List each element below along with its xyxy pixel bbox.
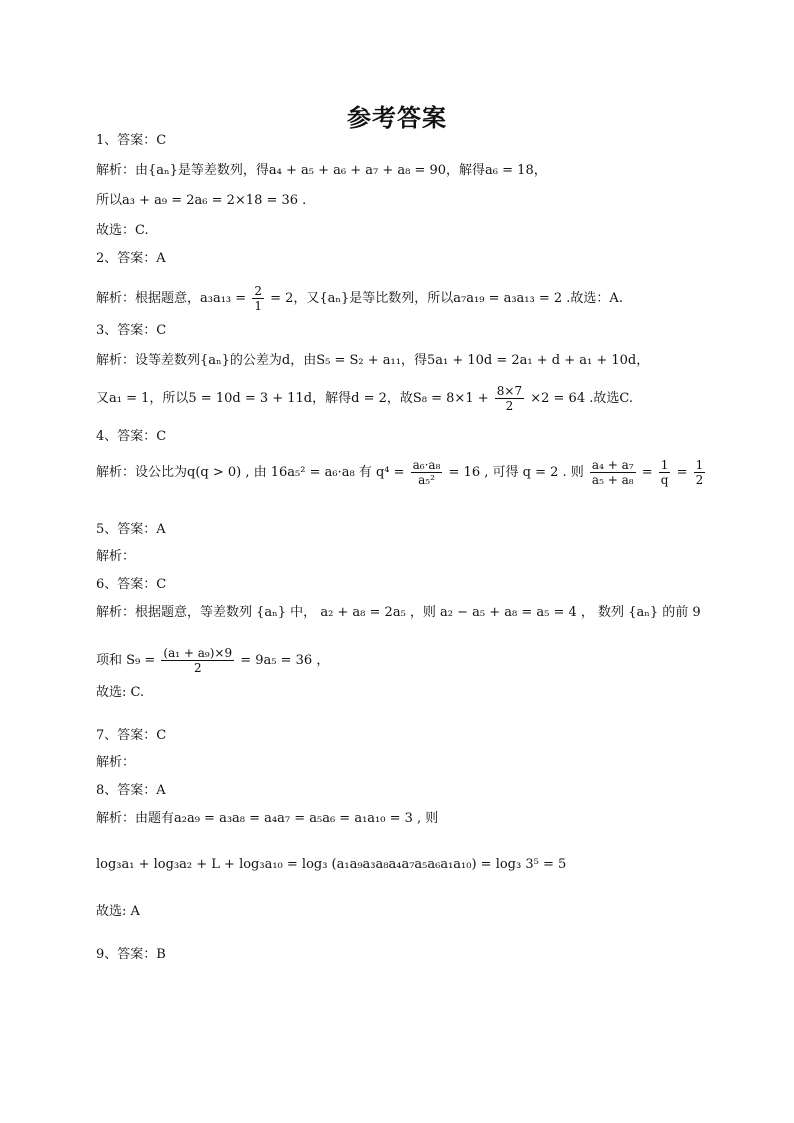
answer-4-label: 4、答案：C (96, 429, 167, 444)
text: = 2，又{aₙ}是等比数列，所以a₇a₁₉ = a₃a₁₃ = 2 .故选：A. (270, 291, 623, 306)
text: 解析：根据题意，a₃a₁₃ = (96, 291, 247, 306)
answer-5-label: 5、答案：A (96, 522, 166, 537)
page-title: 参考答案 (347, 103, 447, 132)
answer-6-explanation-2 (96, 646, 329, 675)
answer-6-label: 6、答案：C (96, 577, 167, 592)
fraction (252, 284, 264, 313)
answer-8-label: 8、答案：A (96, 783, 166, 798)
text: = 9a₅ = 36 ， (240, 653, 330, 668)
fraction (659, 458, 671, 487)
fraction (495, 384, 524, 413)
answer-7-explanation: 解析： (96, 755, 136, 770)
fraction-denominator: a₅² (418, 473, 435, 487)
text: 解析：设公比为q(q > 0) , 由 16a₅² = a₆·a₈ 有 q⁴ = (96, 465, 405, 480)
fraction-numerator: a₄ + a₇ (591, 458, 634, 472)
fraction-numerator: (a₁ + a₉)×9 (163, 646, 233, 660)
text: = 16 , 可得 q = 2 . 则 (448, 465, 584, 480)
fraction-denominator: 2 (505, 399, 514, 413)
answer-5-explanation: 解析： (96, 549, 136, 564)
text: ×2 = 64 .故选C. (530, 391, 633, 406)
answer-9-label: 9、答案：B (96, 947, 166, 962)
answer-8-choice: 故选: A (96, 904, 140, 919)
answer-4-explanation (96, 458, 707, 487)
answer-8-equation: log₃a₁ + log₃a₂ + L + log₃a₁₀ = log₃ (a₁a₉a₃a₈a₄a₇a₅a₆a₁a₁₀) = log₃ 3⁵ = 5 (96, 857, 567, 872)
fraction-denominator: 1 (254, 299, 262, 313)
fraction-denominator: q (660, 473, 669, 487)
answer-2-label: 2、答案：A (96, 251, 166, 266)
answer-1-explanation: 解析：由{aₙ}是等差数列，得a₄ + a₅ + a₆ + a₇ + a₈ = 90，解得a₆ = 18， (96, 163, 547, 178)
fraction-numerator: 2 (254, 284, 262, 298)
answer-6-choice: 故选: C. (96, 685, 145, 700)
text: 项和 S₉ = (96, 653, 156, 668)
fraction-numerator: a₆·a₈ (412, 458, 441, 472)
answer-3-label: 3、答案：C (96, 323, 167, 338)
answer-8-explanation: 解析：由题有a₂a₉ = a₃a₈ = a₄a₇ = a₅a₆ = a₁a₁₀ = 3 , 则 (96, 811, 439, 826)
fraction (161, 646, 234, 675)
fraction-denominator: a₅ + a₈ (591, 473, 634, 487)
fraction-denominator: 2 (695, 473, 704, 487)
fraction-denominator: 2 (193, 661, 202, 675)
answer-7-label: 7、答案：C (96, 728, 167, 743)
text: 又a₁ = 1，所以5 = 10d = 3 + 11d，解得d = 2，故S₈ = 8×1 + (96, 391, 489, 406)
fraction-numerator: 1 (660, 458, 669, 472)
fraction (411, 458, 443, 487)
answer-6-explanation: 解析：根据题意，等差数列 {aₙ} 中， a₂ + a₈ = 2a₅ ，则 a₂ − a₅ + a₈ = a₅ = 4 ， 数列 {aₙ} 的前 9 (96, 605, 701, 620)
fraction-numerator: 8×7 (496, 384, 523, 398)
fraction-numerator: 1 (695, 458, 704, 472)
answer-1-explanation-2: 所以a₃ + a₉ = 2a₆ = 2×18 = 36 . (96, 193, 307, 208)
fraction (694, 458, 706, 487)
fraction (590, 458, 636, 487)
text: = (641, 465, 653, 480)
answer-3-explanation-2 (96, 384, 633, 413)
text: = (676, 465, 688, 480)
answer-1-choice: 故选：C. (96, 223, 149, 238)
answer-2-explanation (96, 284, 623, 313)
answer-1-label: 1、答案：C (96, 133, 167, 148)
answer-3-explanation: 解析：设等差数列{aₙ}的公差为d，由S₅ = S₂ + a₁₁，得5a₁ + 10d = 2a₁ + d + a₁ + 10d， (96, 353, 650, 368)
